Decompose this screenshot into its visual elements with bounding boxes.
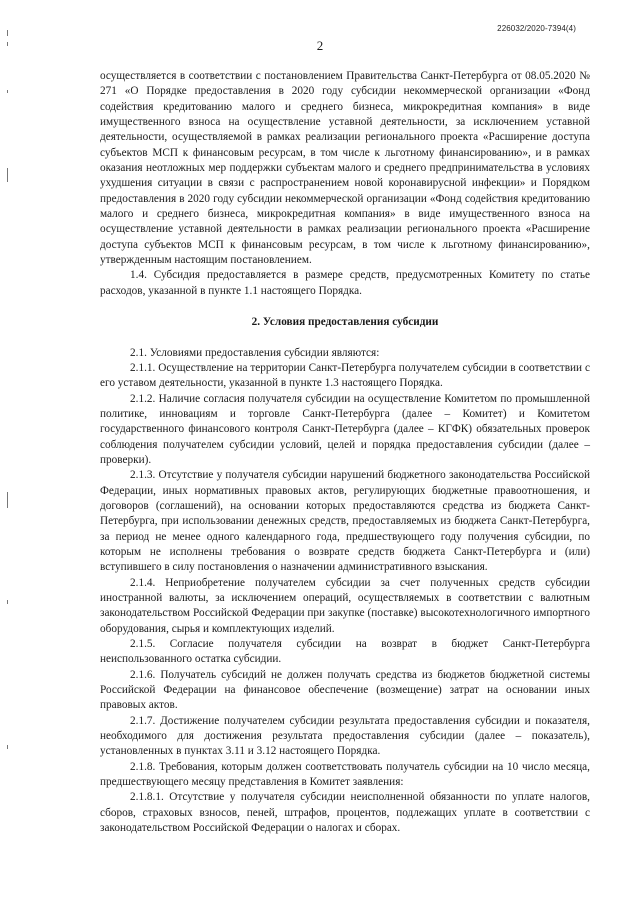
paragraph: 2.1.2. Наличие согласия получателя субсидии на осуществление Комитетом по промышленной политике, инновациям и торговле Санкт-Петербурга (далее – Комитет) и Комитетом государственного финансового контроля Санкт-Петербурга (далее – КГФК) обязательных проверок соблюдения получателем субсидии условий, целей и порядка предоставления субсидии (далее – проверки). — [100, 392, 590, 466]
section-heading: 2. Условия предоставления субсидии — [251, 316, 439, 329]
paragraph: 2.1.6. Получатель субсидий не должен получать средства из бюджетов бюджетной системы Российской Федерации на финансовое обеспечение (возмещение) затрат на основании иных правовых актов. — [100, 668, 590, 712]
page-number: 2 — [316, 38, 324, 53]
paragraph: 2.1. Условиями предоставления субсидии являются: — [130, 346, 380, 359]
paragraph: 2.1.8.1. Отсутствие у получателя субсидии неисполненной обязанности по уплате налогов, сборов, страховых взносов, пеней, штрафов, процентов, подлежащих уплате в соответствии с законодательством Российской Федерации о налогах и сборах. — [100, 791, 590, 835]
paragraph: 2.1.8. Требования, которым должен соответствовать получатель субсидии на 10 число месяца, предшествующего месяцу представления в Комитет заявления: — [100, 760, 590, 789]
scan-mark — [7, 745, 8, 749]
scan-mark — [7, 30, 8, 36]
paragraph: 2.1.5. Согласие получателя субсидии на возврат в бюджет Санкт-Петербурга неиспользованного остатка субсидии. — [100, 638, 590, 666]
paragraph: 1.4. Субсидия предоставляется в размере средств, предусмотренных Комитету по статье расходов, указанной в пункте 1.1 настоящего Порядка. — [100, 269, 590, 297]
paragraph: 2.1.1. Осуществление на территории Санкт-Петербурга получателем субсидии в соответствии с его уставом деятельности, указанной в пункте 1.3 настоящего Порядка. — [100, 361, 590, 390]
document-registration-number: 226032/2020-7394(4) — [497, 24, 576, 33]
paragraph: осуществляется в соответствии с постановлением Правительства Санкт-Петербурга от 08.05.2020 № 271 «О Порядке предоставления в 2020 году субсидии некоммерческой организации «Фонд содействия кредитованию малого и среднего бизнеса, микрокредитная компания» в виде имущественного взноса на осуществление уставной деятельности, за исключением уставной деятельности, осуществляемой в рамках реализации регионального проекта «Расширение доступа субъектов МСП к финансовым ресурсам, в том числе к льготному финансированию», и в рамках оказания неотложных мер поддержки субъектам малого и среднего предпринимательства в условиях ухудшения ситуации в связи с распространением новой коронавирусной инфекции» и Порядком предоставления в 2020 году субсидии некоммерческой организации «Фонд содействия кредитованию малого и среднего бизнеса, микрокредитная компания» в виде имущественного взноса на осуществление уставной деятельности в рамках реализации регионального проекта «Расширение доступа субъектов МСП к финансовым ресурсам, в том числе к льготному финансированию», утвержденным настоящим постановлением. — [100, 70, 590, 267]
paragraph: 2.1.4. Неприобретение получателем субсидии за счет полученных средств субсидии иностранной валюты, за исключением операций, осуществляемых в соответствии с валютным законодательством Российской Федерации при закупке (поставке) высокотехнологичного импортного оборудования, сырья и комплектующих изделий. — [100, 576, 590, 635]
document-body — [100, 69, 590, 837]
paragraph: 2.1.7. Достижение получателем субсидии результата предоставления субсидии и показателя, необходимого для достижения результата предоставления субсидии (далее – показатель), установленных в пунктах 3.11 и 3.12 настоящего Порядка. — [100, 714, 590, 758]
paragraph: 2.1.3. Отсутствие у получателя субсидии нарушений бюджетного законодательства Российской Федерации, иных нормативных правовых актов, регулирующих бюджетные правоотношения, и договоров (соглашений), на основании которых предоставляются средства из бюджета Санкт-Петербурга, при использовании денежных средств, предоставляемых из бюджета Санкт-Петербурга, за период не менее одного календарного года, предшествующего году получения субсидии, по которым не исполнены требования о возврате средств бюджета Санкт-Петербурга и (или) вступившего в силу постановления о назначении административного взыскания. — [100, 469, 590, 574]
scan-margin-marks — [0, 0, 14, 905]
scan-mark — [7, 600, 8, 604]
scan-mark — [7, 90, 8, 93]
scan-mark — [7, 168, 8, 182]
scan-mark — [7, 492, 8, 508]
